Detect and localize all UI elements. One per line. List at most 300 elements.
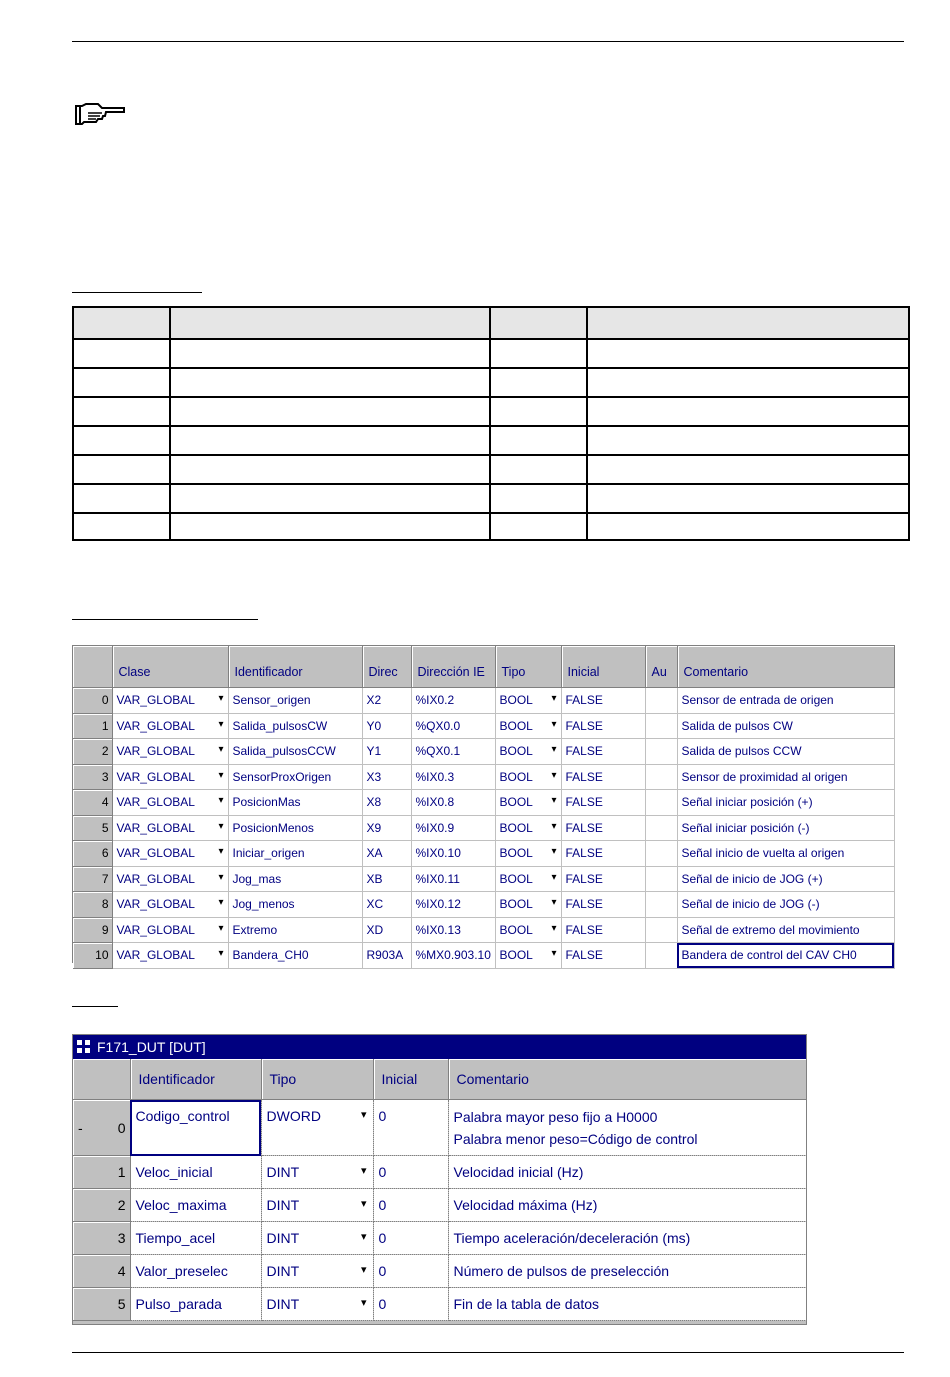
inicial-cell-text: FALSE [565,820,603,835]
inicial-cell-text: FALSE [565,718,603,733]
dropdown-arrow-icon[interactable]: ▾ [551,693,557,705]
row-index-number: 2 [117,1197,126,1213]
au-cell[interactable] [645,841,677,867]
au-cell[interactable] [645,866,677,892]
comentario-line: Velocidad máxima (Hz) [453,1197,598,1213]
dropdown-arrow-icon[interactable]: ▾ [360,1297,367,1309]
table-row[interactable] [73,841,894,867]
comentario-cell-text: Señal iniciar posición (-) [681,820,810,835]
table-row[interactable] [73,1100,806,1156]
table-cell [170,368,490,397]
identificador-cell-text: PosicionMenos [232,820,314,835]
clase-cell-text: VAR_GLOBAL [116,769,195,784]
column-header-identificador[interactable]: Identificador [228,646,362,688]
column-header-inicial[interactable]: Inicial [373,1059,448,1100]
table-row[interactable] [73,866,894,892]
comentario-cell-text: Señal de inicio de JOG (+) [681,871,823,886]
direccion-cell[interactable] [362,790,411,816]
tipo-text: DWORD [266,1108,321,1124]
inicial-cell[interactable] [561,892,645,918]
dropdown-arrow-icon[interactable]: ▾ [551,769,557,781]
direccion-cell[interactable] [362,866,411,892]
direccion-iec-cell-text: %IX0.12 [415,897,461,912]
clase-cell-text: VAR_GLOBAL [116,718,195,733]
identificador-cell[interactable] [228,841,362,867]
comentario-cell-text: Bandera de control del CAV CH0 [681,948,857,963]
dropdown-arrow-icon[interactable]: ▾ [218,795,224,807]
clase-cell-text: VAR_GLOBAL [116,820,195,835]
row-index[interactable]: 10 [73,943,112,969]
row-index[interactable]: 0 [73,688,112,714]
dropdown-arrow-icon[interactable]: ▾ [360,1198,367,1210]
comentario-cell-text: Señal iniciar posición (+) [681,795,813,810]
direccion-cell[interactable] [362,713,411,739]
table-row[interactable] [73,943,894,969]
direccion-cell[interactable] [362,764,411,790]
identificador-cell-text: Iniciar_origen [232,846,305,861]
clase-cell[interactable] [112,892,228,918]
direccion-cell[interactable] [362,815,411,841]
tipo-text: DINT [266,1230,300,1246]
table-cell [587,368,909,397]
tipo-cell-text: BOOL [499,871,533,886]
direccion-cell[interactable] [362,943,411,969]
comentario-cell[interactable] [677,688,894,714]
direccion-cell-text: X9 [366,820,382,835]
row-index[interactable]: 5 [73,815,112,841]
row-index[interactable]: 4 [73,790,112,816]
tipo-cell[interactable] [261,1255,373,1288]
dropdown-arrow-icon[interactable]: ▾ [551,718,557,730]
clase-cell-text: VAR_GLOBAL [116,871,195,886]
identificador-cell[interactable] [228,739,362,765]
table-cell [490,455,587,484]
inicial-cell[interactable] [561,917,645,943]
footer-rule [72,1352,904,1353]
clase-cell[interactable] [112,943,228,969]
row-index[interactable]: 8 [73,892,112,918]
dropdown-arrow-icon[interactable]: ▾ [551,922,557,934]
section-underline-1 [72,292,202,293]
direccion-cell-text: X3 [366,769,382,784]
dropdown-arrow-icon[interactable]: ▾ [218,922,224,934]
table-cell [170,426,490,455]
comentario-cell[interactable] [677,739,894,765]
dropdown-arrow-icon[interactable]: ▾ [218,820,224,832]
dropdown-arrow-icon[interactable]: ▾ [218,718,224,730]
clase-cell-text: VAR_GLOBAL [116,922,195,937]
direccion-iec-cell-text: %QX0.1 [415,744,461,759]
dropdown-arrow-icon[interactable]: ▾ [218,769,224,781]
comentario-cell-text: Señal de extremo del movimiento [681,922,860,937]
comentario-cell[interactable] [677,790,894,816]
tipo-cell[interactable] [495,917,561,943]
row-index-number: 4 [117,1263,126,1279]
direccion-iec-cell[interactable] [411,841,495,867]
identificador-cell[interactable] [228,764,362,790]
direccion-cell-text: XB [366,871,383,886]
column-header-tipo[interactable]: Tipo [261,1059,373,1100]
identificador-cell-text: Bandera_CH0 [232,948,309,963]
row-index[interactable]: 3 [73,764,112,790]
comentario-cell[interactable] [448,1255,806,1288]
column-header-comentario[interactable]: Comentario [677,646,894,688]
dropdown-arrow-icon[interactable]: ▾ [218,871,224,883]
inicial-cell[interactable] [561,713,645,739]
tipo-cell-text: BOOL [499,795,533,810]
inicial-cell-text: FALSE [565,922,603,937]
dropdown-arrow-icon[interactable]: ▾ [551,846,557,858]
table-cell [73,484,170,513]
direccion-iec-cell[interactable] [411,713,495,739]
comentario-cell[interactable] [448,1100,806,1156]
tipo-cell-text: BOOL [499,948,533,963]
inicial-cell-text: FALSE [565,744,603,759]
comentario-cell[interactable] [448,1222,806,1255]
tipo-cell[interactable] [261,1100,373,1156]
inicial-cell-text: FALSE [565,897,603,912]
clase-cell[interactable] [112,713,228,739]
tipo-cell[interactable] [495,815,561,841]
clase-cell[interactable] [112,841,228,867]
tipo-cell[interactable] [495,892,561,918]
section-underline-2 [72,619,258,620]
table-row[interactable] [73,790,894,816]
dropdown-arrow-icon[interactable]: ▾ [360,1264,367,1276]
dropdown-arrow-icon[interactable]: ▾ [551,795,557,807]
tipo-cell-text: BOOL [499,922,533,937]
inicial-cell[interactable] [561,866,645,892]
table-cell [490,426,587,455]
tipo-text: DINT [266,1296,300,1312]
row-header-corner [73,646,112,688]
inicial-cell[interactable] [561,739,645,765]
comentario-cell[interactable] [677,815,894,841]
dropdown-arrow-icon[interactable]: ▾ [360,1109,367,1121]
dropdown-arrow-icon[interactable]: ▾ [551,871,557,883]
tipo-cell-text: BOOL [499,897,533,912]
inicial-cell-text: FALSE [565,846,603,861]
collapse-marker[interactable]: - [78,1119,83,1136]
tipo-cell[interactable] [261,1156,373,1189]
clase-cell-text: VAR_GLOBAL [116,795,195,810]
clase-cell[interactable] [112,815,228,841]
table-row[interactable] [73,1189,806,1222]
table-cell [170,307,490,339]
table-cell [170,455,490,484]
row-index-number: 0 [117,1119,126,1136]
comentario-cell[interactable] [448,1288,806,1321]
tipo-cell[interactable] [495,866,561,892]
row-index[interactable] [73,1100,130,1156]
clase-cell-text: VAR_GLOBAL [116,846,195,861]
row-index[interactable]: 9 [73,917,112,943]
inicial-cell[interactable] [561,841,645,867]
direccion-iec-cell-text: %IX0.3 [415,769,455,784]
au-cell[interactable] [645,688,677,714]
identificador-cell-text: Extremo [232,922,278,937]
table-cell [587,513,909,540]
table-row[interactable] [73,1255,806,1288]
tipo-cell[interactable] [495,841,561,867]
column-header-direccion-iec[interactable]: Dirección IE [411,646,495,688]
au-cell[interactable] [645,764,677,790]
inicial-cell[interactable]: 0 [373,1189,448,1222]
inicial-cell[interactable]: 0 [373,1156,448,1189]
au-cell[interactable] [645,739,677,765]
tipo-cell-text: BOOL [499,820,533,835]
row-index[interactable]: 7 [73,866,112,892]
row-index[interactable] [73,1156,130,1189]
dropdown-arrow-icon[interactable]: ▾ [218,846,224,858]
tipo-cell[interactable] [261,1288,373,1321]
direccion-cell-text: Y0 [366,718,382,733]
identificador-cell-text: Jog_menos [232,897,295,912]
identificador-cell-text: Salida_pulsosCCW [232,744,336,759]
clase-cell[interactable] [112,688,228,714]
identificador-cell[interactable] [228,917,362,943]
tipo-cell[interactable] [495,943,561,969]
inicial-cell[interactable] [561,943,645,969]
row-index[interactable] [73,1288,130,1321]
table-cell [73,426,170,455]
inicial-cell[interactable]: 0 [373,1255,448,1288]
dropdown-arrow-icon[interactable]: ▾ [360,1231,367,1243]
direccion-cell[interactable] [362,739,411,765]
au-cell[interactable] [645,943,677,969]
inicial-cell[interactable]: 0 [373,1222,448,1255]
comentario-cell[interactable] [677,866,894,892]
clase-cell[interactable] [112,764,228,790]
comentario-line: Palabra mayor peso fijo a H0000 [453,1108,658,1125]
column-header-direccion[interactable]: Direc [362,646,411,688]
comentario-cell[interactable] [677,943,894,969]
column-header-inicial[interactable]: Inicial [561,646,645,688]
table-cell [490,513,587,540]
identificador-cell[interactable]: Valor_preselec [130,1255,261,1288]
dropdown-arrow-icon[interactable]: ▾ [551,897,557,909]
direccion-iec-cell-text: %IX0.9 [415,820,455,835]
direccion-iec-cell[interactable] [411,917,495,943]
row-header-corner [73,1059,130,1100]
row-index-number: 5 [117,1296,126,1312]
direccion-cell[interactable] [362,841,411,867]
clase-cell[interactable] [112,917,228,943]
identificador-cell[interactable] [228,688,362,714]
clase-cell-text: VAR_GLOBAL [116,897,195,912]
inicial-cell[interactable]: 0 [373,1100,448,1156]
column-header-comentario[interactable]: Comentario [448,1059,806,1100]
table-cell [490,368,587,397]
tipo-cell[interactable] [495,790,561,816]
table-row[interactable] [73,764,894,790]
identificador-cell[interactable]: Codigo_control [130,1100,261,1156]
table-cell [170,397,490,426]
comentario-cell[interactable] [448,1156,806,1189]
section-underline-3 [72,1006,118,1007]
table-row[interactable] [73,815,894,841]
comentario-cell[interactable] [677,764,894,790]
comentario-cell[interactable] [677,713,894,739]
table-row[interactable] [73,688,894,714]
table-cell [490,397,587,426]
dropdown-arrow-icon[interactable]: ▾ [551,820,557,832]
table-cell [170,484,490,513]
column-header-clase[interactable]: Clase [112,646,228,688]
tipo-text: DINT [266,1263,300,1279]
inicial-cell[interactable] [561,790,645,816]
identificador-cell-text: SensorProxOrigen [232,769,332,784]
inicial-cell[interactable] [561,688,645,714]
au-cell[interactable] [645,917,677,943]
comentario-cell-text: Señal de inicio de JOG (-) [681,897,820,912]
table-row[interactable] [73,739,894,765]
table-cell [490,339,587,368]
direccion-iec-cell[interactable] [411,688,495,714]
row-index-number: 1 [117,1164,126,1180]
table-cell [587,455,909,484]
identificador-cell[interactable]: Veloc_inicial [130,1156,261,1189]
dropdown-arrow-icon[interactable]: ▾ [551,948,557,960]
table-cell [73,339,170,368]
au-cell[interactable] [645,713,677,739]
identificador-cell-text: Sensor_origen [232,693,311,708]
direccion-cell-text: R903A [366,948,404,963]
direccion-iec-cell[interactable] [411,815,495,841]
row-index[interactable] [73,1255,130,1288]
table-cell [490,484,587,513]
direccion-cell[interactable] [362,688,411,714]
direccion-iec-cell[interactable] [411,764,495,790]
identificador-cell[interactable]: Veloc_maxima [130,1189,261,1222]
comentario-cell[interactable] [677,892,894,918]
inicial-cell-text: FALSE [565,948,603,963]
tipo-cell[interactable] [261,1222,373,1255]
comentario-cell-text: Sensor de entrada de origen [681,693,834,708]
dut-title: F171_DUT [DUT] [97,1039,206,1055]
row-index[interactable]: 2 [73,739,112,765]
direccion-iec-cell[interactable] [411,739,495,765]
clase-cell-text: VAR_GLOBAL [116,948,195,963]
tipo-cell[interactable] [495,764,561,790]
table-row[interactable] [73,1156,806,1189]
direccion-cell[interactable] [362,917,411,943]
identificador-cell[interactable] [228,790,362,816]
identificador-cell[interactable] [228,713,362,739]
dut-window[interactable] [72,1034,807,1325]
tipo-cell-text: BOOL [499,769,533,784]
table-cell [587,426,909,455]
identificador-cell-text: Salida_pulsosCW [232,718,328,733]
dropdown-arrow-icon[interactable]: ▾ [360,1165,367,1177]
dut-title-bar[interactable] [73,1035,806,1059]
dropdown-arrow-icon[interactable]: ▾ [218,744,224,756]
table-cell [587,397,909,426]
tipo-cell[interactable] [495,688,561,714]
tipo-cell-text: BOOL [499,744,533,759]
clase-cell[interactable] [112,739,228,765]
tipo-cell[interactable] [495,739,561,765]
inicial-cell-text: FALSE [565,693,603,708]
empty-io-table [72,306,910,541]
dropdown-arrow-icon[interactable]: ▾ [218,693,224,705]
row-index[interactable] [73,1222,130,1255]
inicial-cell[interactable] [561,815,645,841]
table-row[interactable] [73,1288,806,1321]
direccion-iec-cell[interactable] [411,790,495,816]
column-header-tipo[interactable]: Tipo [495,646,561,688]
direccion-cell-text: X2 [366,693,382,708]
table-row[interactable] [73,713,894,739]
direccion-iec-cell[interactable] [411,866,495,892]
au-cell[interactable] [645,790,677,816]
table-cell [490,307,587,339]
table-row[interactable] [73,917,894,943]
identificador-cell-text: Jog_mas [232,871,282,886]
pointing-hand-icon [74,100,126,128]
identificador-cell[interactable]: Pulso_parada [130,1288,261,1321]
table-cell [587,339,909,368]
row-index[interactable]: 1 [73,713,112,739]
column-header-au[interactable]: Au [645,646,677,688]
identificador-cell[interactable] [228,943,362,969]
au-cell[interactable] [645,892,677,918]
tipo-cell[interactable] [495,713,561,739]
row-index-number: 3 [117,1230,126,1246]
tipo-text: DINT [266,1164,300,1180]
direccion-cell[interactable] [362,892,411,918]
table-cell [73,397,170,426]
comentario-cell[interactable] [448,1189,806,1222]
identificador-cell[interactable] [228,892,362,918]
row-index[interactable]: 6 [73,841,112,867]
table-row[interactable] [73,1222,806,1255]
au-cell[interactable] [645,815,677,841]
identificador-cell-text: PosicionMas [232,795,301,810]
identificador-cell[interactable] [228,866,362,892]
comentario-cell[interactable] [677,917,894,943]
tipo-cell[interactable] [261,1189,373,1222]
dropdown-arrow-icon[interactable]: ▾ [551,744,557,756]
direccion-iec-cell-text: %IX0.8 [415,795,455,810]
direccion-iec-cell-text: %IX0.10 [415,846,461,861]
direccion-iec-cell-text: %IX0.11 [415,871,460,886]
direccion-iec-cell[interactable] [411,892,495,918]
inicial-cell-text: FALSE [565,795,603,810]
inicial-cell[interactable] [561,764,645,790]
clase-cell[interactable] [112,866,228,892]
column-header-identificador[interactable]: Identificador [130,1059,261,1100]
dropdown-arrow-icon[interactable]: ▾ [218,897,224,909]
identificador-cell[interactable] [228,815,362,841]
direccion-cell-text: Y1 [366,744,382,759]
inicial-cell-text: FALSE [565,769,603,784]
direccion-iec-cell-text: %IX0.13 [415,922,461,937]
dropdown-arrow-icon[interactable]: ▾ [218,948,224,960]
direccion-cell-text: XD [366,922,384,937]
clase-cell[interactable] [112,790,228,816]
row-index[interactable] [73,1189,130,1222]
identificador-cell[interactable]: Tiempo_acel [130,1222,261,1255]
inicial-cell[interactable]: 0 [373,1288,448,1321]
direccion-iec-cell[interactable] [411,943,495,969]
comentario-cell[interactable] [677,841,894,867]
table-row[interactable] [73,892,894,918]
global-variables-grid[interactable] [72,645,895,963]
comentario-cell-text: Sensor de proximidad al origen [681,769,848,784]
table-cell [170,513,490,540]
comentario-line: Palabra menor peso=Código de control [453,1130,698,1147]
